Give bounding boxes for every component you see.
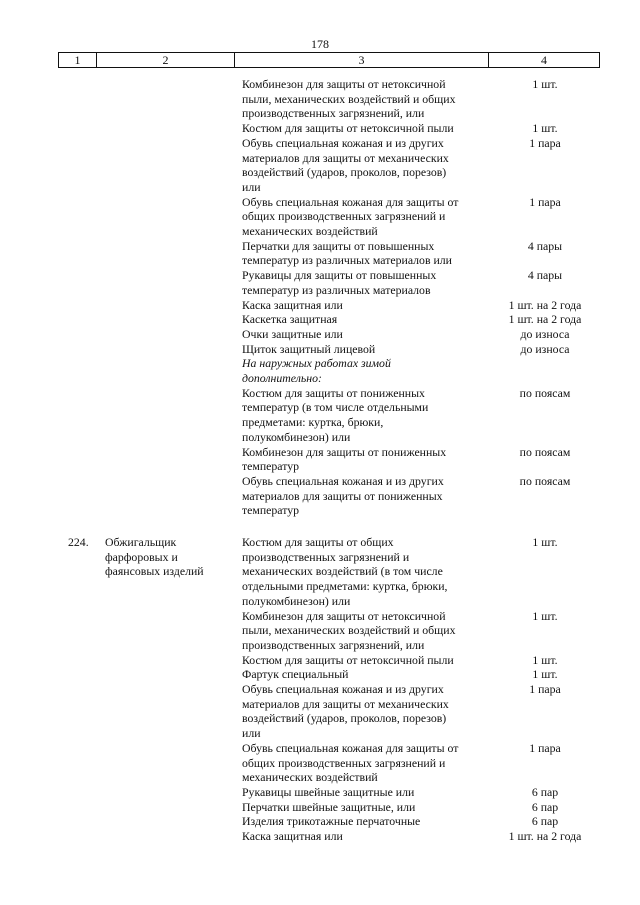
item-name-line: температур (в том числе отдельными	[242, 400, 429, 415]
item-name-line: температур	[242, 503, 300, 518]
item-name-line: Изделия трикотажные перчаточные	[242, 814, 421, 829]
header-col-1: 1	[59, 53, 97, 67]
item-quantity: 1 шт.	[532, 535, 558, 549]
item-quantity: 1 пара	[529, 194, 561, 209]
item-name-line: Рукавицы швейные защитные или	[242, 784, 415, 799]
table-header	[58, 52, 600, 68]
item-name-line: Обувь специальная кожаная и из других	[242, 682, 444, 696]
item-name-line: отдельными предметами: куртка, брюки,	[242, 579, 448, 594]
item-name-line: Перчатки швейные защитные, или	[242, 799, 416, 814]
item-name-line: или	[242, 179, 261, 194]
item-name-line: Обувь специальная кожаная для защиты от	[242, 194, 459, 209]
item-name-line: материалов для защиты от механических	[242, 150, 449, 165]
item-quantity: 1 пара	[529, 740, 561, 755]
item-quantity: 1 шт. на 2 года	[508, 312, 582, 327]
item-quantity: по поясам	[519, 473, 571, 488]
item-name-line: Комбинезон для защиты от нетоксичной	[242, 608, 446, 623]
item-quantity: 1 шт.	[532, 608, 558, 623]
item-name-line: Рукавицы для защиты от повышенных	[242, 268, 437, 283]
item-name-line: пыли, механических воздействий и общих	[242, 91, 456, 106]
item-name-line: материалов для защиты от пониженных	[242, 488, 443, 503]
item-name-line: Комбинезон для защиты от пониженных	[242, 444, 447, 459]
item-name-line: или	[242, 726, 261, 741]
item-name-line: Перчатки для защиты от повышенных	[242, 238, 435, 253]
profession-name-line: Обжигальщик	[105, 535, 177, 549]
item-name-line: производственных загрязнений, или	[242, 637, 425, 652]
item-name-line: Комбинезон для защиты от нетоксичной	[242, 77, 446, 91]
item-name-line: механических воздействий (в том числе	[242, 564, 443, 579]
profession-name-line: фарфоровых и	[105, 549, 178, 564]
item-name-line: воздействий (ударов, проколов, порезов)	[242, 711, 447, 726]
item-name-line: общих производственных загрязнений и	[242, 755, 446, 770]
item-name-line: материалов для защиты от механических	[242, 696, 449, 711]
page-number: 178	[311, 37, 329, 51]
item-name-line: Каска защитная или	[242, 297, 343, 312]
item-quantity: 1 шт. на 2 года	[508, 829, 582, 843]
item-quantity: 6 пар	[531, 784, 559, 799]
item-quantity: 6 пар	[531, 799, 559, 814]
item-name-line: общих производственных загрязнений и	[242, 209, 446, 224]
item-quantity: 6 пар	[531, 814, 559, 829]
item-name-line: Каска защитная или	[242, 829, 343, 843]
item-quantity: 4 пары	[527, 268, 563, 283]
header-col-4: 4	[541, 53, 547, 67]
header-col-2: 2	[97, 53, 235, 67]
item-name-line: температур из различных материалов или	[242, 253, 452, 268]
item-name-line: температур из различных материалов	[242, 282, 431, 297]
item-name-line: На наружных работах зимой	[242, 356, 391, 371]
item-quantity: до износа	[520, 326, 570, 341]
item-name-line: Обувь специальная кожаная и из других	[242, 135, 444, 150]
item-quantity: 1 шт.	[532, 667, 558, 682]
item-quantity: 1 пара	[529, 135, 561, 150]
item-quantity: 1 шт.	[532, 77, 558, 91]
item-name-line: полукомбинезон) или	[242, 429, 351, 444]
item-quantity: 1 пара	[529, 682, 561, 696]
item-name-line: Очки защитные или	[242, 326, 343, 341]
item-name-line: Щиток защитный лицевой	[242, 341, 376, 356]
item-quantity: 1 шт.	[532, 652, 558, 667]
item-name-line: Костюм для защиты от общих	[242, 535, 394, 549]
item-name-line: производственных загрязнений и	[242, 549, 410, 564]
item-quantity: по поясам	[519, 444, 571, 459]
item-name-line: воздействий (ударов, проколов, порезов)	[242, 165, 447, 180]
item-quantity: по поясам	[519, 385, 571, 400]
item-name-line: Костюм для защиты от пониженных	[242, 385, 425, 400]
item-name-line: Обувь специальная кожаная и из других	[242, 473, 444, 488]
item-name-line: полукомбинезон) или	[242, 593, 351, 608]
item-name-line: механических воздействий	[242, 770, 378, 785]
item-name-line: пыли, механических воздействий и общих	[242, 623, 456, 638]
row-number: 224.	[68, 535, 89, 549]
item-name-line: производственных загрязнений, или	[242, 106, 425, 121]
profession-name-line: фаянсовых изделий	[105, 564, 204, 579]
item-quantity: 1 шт.	[532, 121, 558, 136]
item-name-line: дополнительно:	[242, 371, 322, 385]
header-col-3: 3	[235, 53, 489, 67]
item-name-line: Фартук специальный	[242, 667, 349, 682]
item-name-line: предметами: куртка, брюки,	[242, 415, 384, 430]
item-name-line: Костюм для защиты от нетоксичной пыли	[242, 121, 454, 136]
item-quantity: до износа	[520, 341, 570, 356]
item-name-line: Костюм для защиты от нетоксичной пыли	[242, 652, 454, 667]
item-name-line: механических воздействий	[242, 224, 378, 238]
item-quantity: 1 шт. на 2 года	[508, 297, 582, 312]
item-name-line: Обувь специальная кожаная для защиты от	[242, 740, 459, 755]
item-name-line: температур	[242, 459, 300, 474]
item-quantity: 4 пары	[527, 238, 563, 253]
item-name-line: Каскетка защитная	[242, 312, 338, 327]
